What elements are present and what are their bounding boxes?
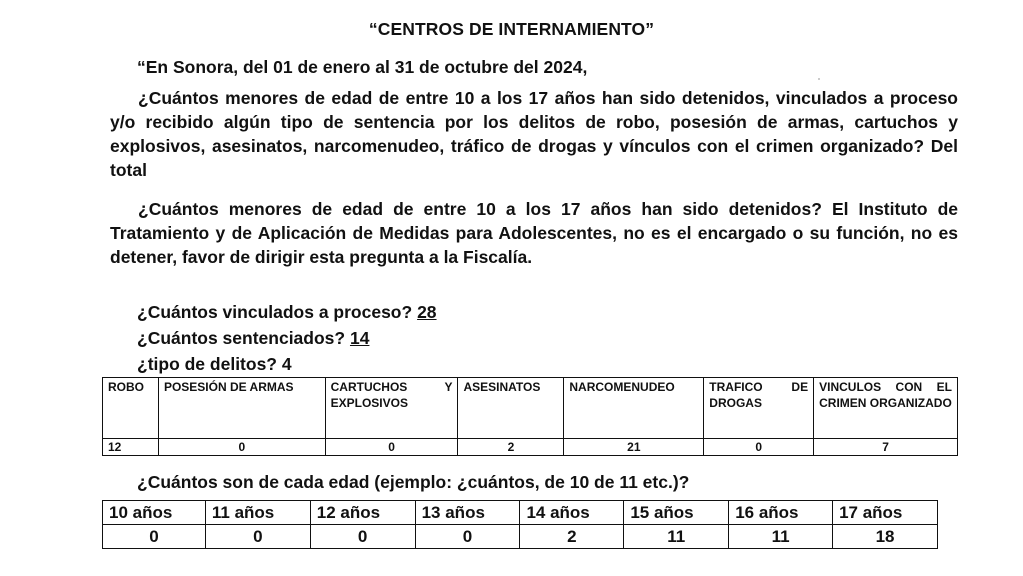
edad-header-cell: 10 años [103, 501, 206, 525]
edad-header-cell: 13 años [415, 501, 520, 525]
delitos-value-cell: 2 [458, 439, 564, 456]
delitos-header-cell: ROBO [103, 378, 159, 439]
edad-header-cell: 14 años [520, 501, 624, 525]
delitos-header-cell: POSESIÓN DE ARMAS [158, 378, 325, 439]
delitos-value-cell: 21 [564, 439, 704, 456]
delitos-value-cell: 0 [325, 439, 458, 456]
edad-header-cell: 11 años [205, 501, 310, 525]
edad-header-cell: 15 años [624, 501, 729, 525]
edad-value-cell: 0 [415, 525, 520, 549]
tipos-line [137, 354, 292, 375]
sentenciados-value: 14 [349, 328, 370, 348]
document-title: “CENTROS DE INTERNAMIENTO” [368, 19, 655, 39]
delitos-header-cell: VINCULOS CON EL CRIMEN ORGANIZADO [814, 378, 958, 439]
scan-speck [818, 78, 820, 80]
edad-header-cell: 12 años [310, 501, 415, 525]
delitos-value-cell: 0 [158, 439, 325, 456]
edad-header-row [103, 501, 938, 525]
edad-value-cell: 11 [624, 525, 729, 549]
intro-line: “En Sonora, del 01 de enero al 31 de octubre del 2024, [137, 57, 588, 77]
question-1-text: ¿Cuántos menores de edad de entre 10 a los 17 años han sido detenidos, vinculados a proceso y/o recibido algún tipo de sentencia por los delitos de robo, posesión de armas, cartuchos y explosivos, asesinatos, narcomenudeo, tráfico de drogas y vínculos con el crimen organizado? Del total [110, 88, 958, 180]
edad-value-cell: 11 [729, 525, 833, 549]
delitos-header-cell: ASESINATOS [458, 378, 564, 439]
edad-value-row [103, 525, 938, 549]
tipos-label: ¿tipo de delitos? [137, 354, 277, 374]
edad-value-cell: 0 [310, 525, 415, 549]
delitos-header-cell: NARCOMENUDEO [564, 378, 704, 439]
vinculados-value: 28 [417, 302, 437, 322]
delitos-value-row [103, 439, 958, 456]
vinculados-line [137, 302, 437, 323]
delitos-header-cell: TRAFICO DE DROGAS [704, 378, 814, 439]
sentenciados-line [137, 328, 369, 349]
edad-value-cell: 18 [833, 525, 938, 549]
edad-value-cell: 2 [520, 525, 624, 549]
edad-value-cell: 0 [205, 525, 310, 549]
edad-table [102, 500, 938, 549]
edad-header-cell: 17 años [833, 501, 938, 525]
delitos-header-cell: CARTUCHOS Y EXPLOSIVOS [325, 378, 458, 439]
vinculados-label: ¿Cuántos vinculados a proceso? [137, 302, 413, 322]
question-1-paragraph [110, 86, 958, 182]
sentenciados-label: ¿Cuántos sentenciados? [137, 328, 346, 348]
delitos-table [102, 377, 958, 456]
delitos-value-cell: 7 [814, 439, 958, 456]
edad-value-cell: 0 [103, 525, 206, 549]
delitos-value-cell: 0 [704, 439, 814, 456]
delitos-header-row [103, 378, 958, 439]
delitos-value-cell: 12 [103, 439, 159, 456]
tipos-value: 4 [281, 354, 292, 374]
question-2-text: ¿Cuántos menores de edad de entre 10 a los 17 años han sido detenidos? El Instituto de Tratamiento y de Aplicación de Medidas para Adolescentes, no es el encargado o su función, no es detener, favor de dirigir esta pregunta a la Fiscalía. [110, 199, 958, 267]
question-2-paragraph [110, 197, 958, 269]
edad-question: ¿Cuántos son de cada edad (ejemplo: ¿cuántos, de 10 de 11 etc.)? [137, 472, 690, 492]
edad-header-cell: 16 años [729, 501, 833, 525]
